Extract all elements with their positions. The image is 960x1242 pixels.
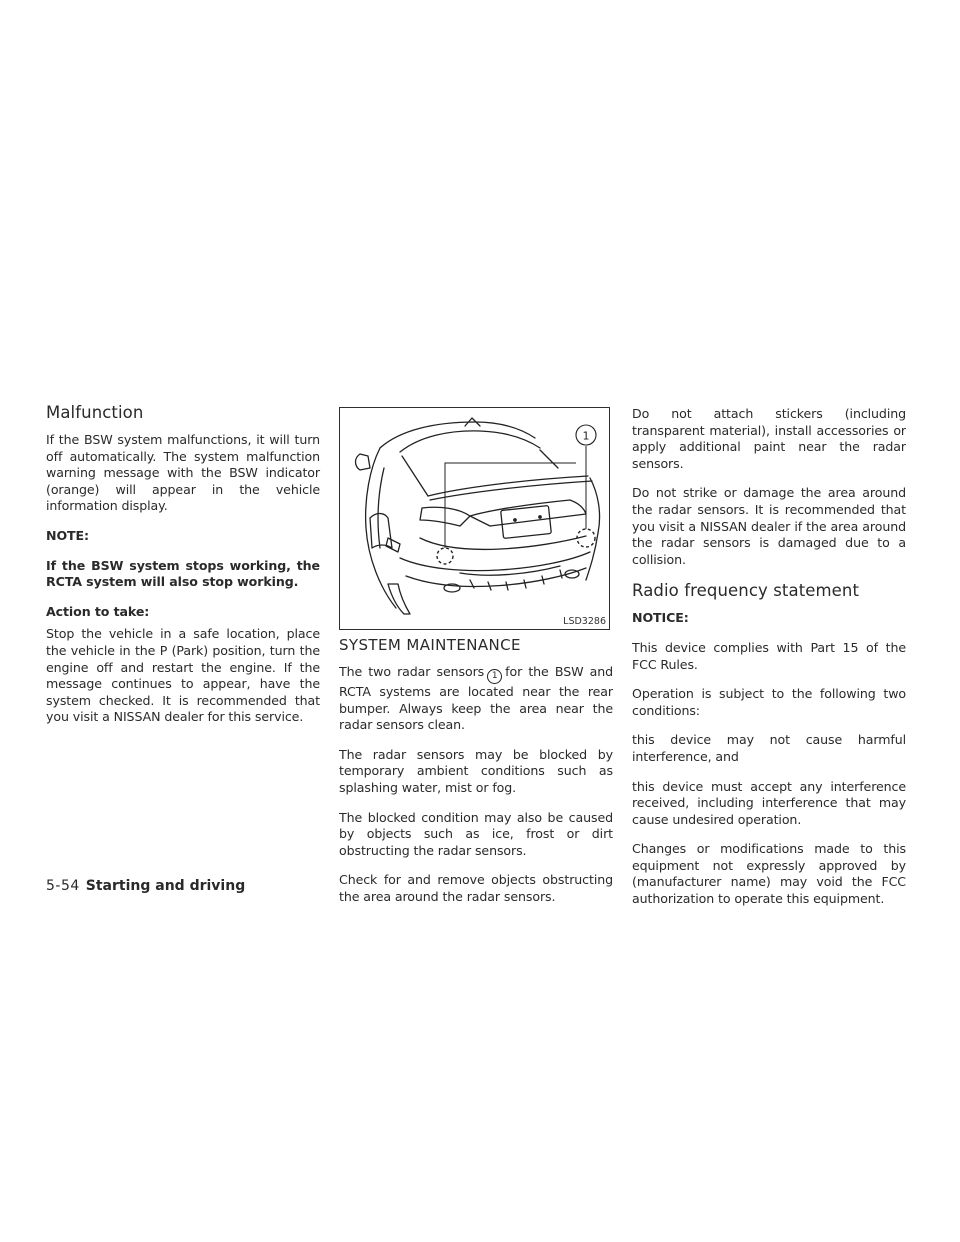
fcc-paragraph-3: this device may not cause harmful interference, and <box>632 732 906 764</box>
fcc-paragraph-4: this device must accept any interference received, including interference that may cause undesired operation. <box>632 778 906 827</box>
action-paragraph: Stop the vehicle in a safe location, place the vehicle in the P (Park) position, turn the engine off and restart the engine. If the message continues to appear, have the system checked. It is recommended that you visit a NISSAN dealer for this service. <box>46 626 320 725</box>
action-label: Action to take: <box>46 603 150 619</box>
system-maintenance-heading: SYSTEM MAINTENANCE <box>339 636 521 654</box>
page-footer <box>46 878 245 894</box>
stickers-paragraph: Do not attach stickers (including transparent material), install accessories or apply additional paint near the radar sensors. <box>632 406 906 471</box>
car-rear-illustration <box>340 408 610 630</box>
malfunction-paragraph: If the BSW system malfunctions, it will turn off automatically. The system malfunction warning message with the BSW indicator (orange) will appear in the vehicle information display. <box>46 432 320 514</box>
maintenance-paragraph-1: The two radar sensors 1 for the BSW and RCTA systems are located near the rear bumper. Always keep the area near the radar sensors clean. <box>339 664 613 733</box>
figure-callout-1: 1 <box>582 429 590 443</box>
note-label: NOTE: <box>46 527 89 543</box>
figure-code: LSD3286 <box>563 616 606 627</box>
page-number: 5-54 <box>46 878 80 894</box>
chapter-title: Starting and driving <box>85 878 246 894</box>
fcc-paragraph-2: Operation is subject to the following two conditions: <box>632 686 906 718</box>
note-text: If the BSW system stops working, the RCTA system will also stop working. <box>46 557 320 590</box>
column-middle <box>339 407 613 919</box>
inline-callout-1: 1 <box>487 669 502 684</box>
maintenance-paragraph-3: The blocked condition may also be caused by objects such as ice, frost or dirt obstructing the radar sensors. <box>339 809 613 858</box>
maintenance-paragraph-4: Check for and remove objects obstructing the area around the radar sensors. <box>339 872 613 904</box>
column-right <box>632 406 906 921</box>
maintenance-paragraph-2: The radar sensors may be blocked by temporary ambient conditions such as splashing water, mist or fog. <box>339 746 613 795</box>
radio-frequency-heading: Radio frequency statement <box>632 581 860 601</box>
fcc-paragraph-5: Changes or modifications made to this equipment not expressly approved by (manufacturer name) may void the FCC authorization to operate this equipment. <box>632 841 906 907</box>
fcc-paragraph-1: This device complies with Part 15 of the FCC Rules. <box>632 639 906 672</box>
radar-sensor-figure <box>339 407 610 630</box>
damage-paragraph: Do not strike or damage the area around the radar sensors. It is recommended that you visit a NISSAN dealer if the area around the radar sensors is damaged due to a collision. <box>632 485 906 567</box>
column-left <box>46 403 320 739</box>
malfunction-heading: Malfunction <box>46 403 144 422</box>
notice-label: NOTICE: <box>632 610 689 626</box>
